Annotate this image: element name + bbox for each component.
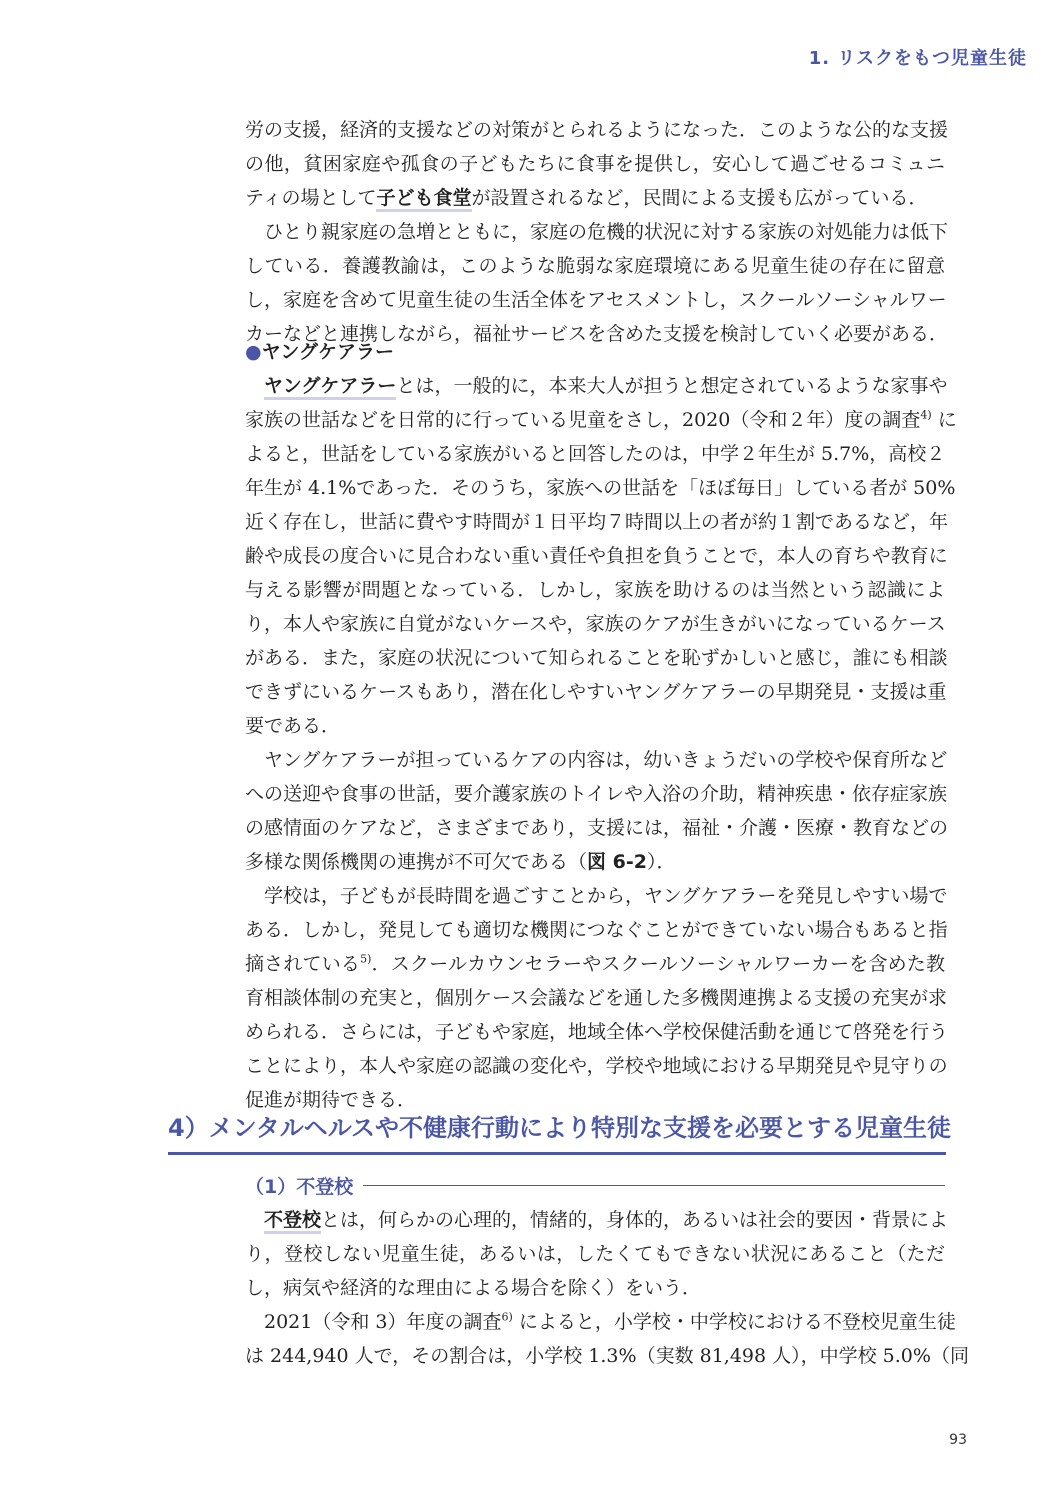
text-line — [245, 947, 945, 981]
text-line: 与える影響が問題となっている．しかし，家族を助けるのは当然という認識によ — [245, 579, 945, 601]
text-line: への送迎や食事の世話，要介護家族のトイレや入浴の介助，精神疾患・依存症家族 — [245, 783, 948, 805]
text-run: 摘されている — [245, 953, 361, 975]
reference-mark: 5) — [360, 952, 372, 966]
text-line: は 244,940 人で，その割合は，小学校 1.3%（実数 81,498 人），中学校 5.0%（同 — [245, 1345, 969, 1367]
text-line: し，家庭を含めて児童生徒の生活全体をアセスメントし，スクールソーシャルワー — [245, 289, 947, 311]
text-line — [245, 403, 957, 437]
key-term-futoko: 不登校 — [264, 1209, 321, 1234]
text-run: ティの場として — [245, 187, 377, 209]
figure-reference-link[interactable]: 図 6-2 — [587, 851, 647, 873]
text-line: められる．さらには，子どもや家庭，地域全体へ学校保健活動を通じて啓発を行う — [245, 1021, 949, 1043]
text-line: 要である． — [245, 715, 341, 737]
text-run: とは，一般的に，本来大人が担うと想定されているような家事や — [396, 375, 948, 397]
text-run: 多様な関係機関の連携が不可欠である（ — [245, 851, 588, 873]
text-line: り，本人や家族に自覚がないケースや，家族のケアが生きがいになっているケース — [245, 613, 946, 635]
text-run: 学校は，子どもが長時間を過ごすことから，ヤングケアラーを発見しやすい場で — [264, 885, 948, 907]
text-run: とは，何らかの心理的，情緒的，身体的，あるいは社会的要因・背景によ — [321, 1209, 949, 1231]
text-line — [245, 1305, 956, 1339]
text-line: の他，貧困家庭や孤食の子どもたちに食事を提供し，安心して過ごせるコミュニ — [245, 153, 945, 175]
subsection-title: （1）不登校 — [245, 1176, 354, 1198]
section-title: 4）メンタルヘルスや不健康行動により特別な支援を必要とする児童生徒 — [168, 1110, 946, 1155]
key-term-young-carer: ヤングケアラー — [264, 375, 396, 400]
running-header: 1. リスクをもつ児童生徒 — [808, 48, 1027, 69]
text-run: ヤングケアラーが担っているケアの内容は，幼いきょうだいの学校や保育所など — [264, 749, 948, 771]
reference-mark: 6) — [501, 1310, 513, 1324]
text-run: によると，小学校・中学校における不登校児童生徒 — [512, 1311, 956, 1333]
text-run: ひとり親家庭の急増とともに，家庭の危機的状況に対する家族の対処能力は低下 — [264, 221, 949, 243]
text-line: がある．また，家庭の状況について知られることを恥ずかしいと感じ，誰にも相談 — [245, 647, 948, 669]
section-4 — [168, 1110, 952, 1155]
young-carer-block — [245, 335, 957, 1117]
text-run: ．スクールカウンセラーやスクールソーシャルワーカーを含めた教 — [371, 953, 945, 975]
text-line — [245, 845, 945, 879]
bullet-icon: ● — [245, 341, 262, 363]
text-line: カーなどと連携しながら，福祉サービスを含めた支援を検討していく必要がある． — [245, 323, 949, 345]
text-run: 2021（令和 3）年度の調査 — [264, 1311, 502, 1333]
text-run: 家族の世話などを日常的に行っている児童をさし，2020（令和２年）度の調査 — [245, 409, 921, 431]
text-line: ことにより，本人や家庭の認識の変化や，学校や地域における早期発見や見守りの — [245, 1055, 948, 1077]
text-line: ある．しかし，発見しても適切な機関につなぐことができていない場合もあると指 — [245, 919, 948, 941]
reference-mark: 4) — [920, 408, 932, 422]
futoko-paragraphs — [245, 1203, 969, 1373]
page-number: 93 — [949, 1432, 967, 1448]
text-line: の感情面のケアなど，さまざまであり，支援には，福祉・介護・医療・教育などの — [245, 817, 949, 839]
text-line: り，登校しない児童生徒，あるいは，したくてもできない状況にあること（ただ — [245, 1243, 945, 1265]
text-line: よると，世話をしている家族がいると回答したのは，中学２年生が 5.7%，高校２ — [245, 443, 946, 465]
text-line: 育相談体制の充実と，個別ケース会議などを通した多機関連携よる支援の充実が求 — [245, 987, 948, 1009]
key-term-kodomo-shokudo: 子ども食堂 — [376, 187, 471, 212]
text-line: している．養護教諭は，このような脆弱な家庭環境にある児童生徒の存在に留意 — [245, 255, 945, 277]
text-run: が設置されるなど，民間による支援も広がっている． — [471, 187, 928, 209]
text-run: ）． — [646, 851, 676, 873]
text-line: 齢や成長の度合いに見合わない重い責任や負担を負うことで，本人の育ちや教育に — [245, 545, 948, 567]
heading-rule — [363, 1185, 945, 1186]
text-line — [245, 369, 948, 403]
text-line: 年生が 4.1%であった．そのうち，家族への世話を「ほぼ毎日」している者が 50% — [245, 477, 956, 499]
subsection-heading — [245, 1172, 945, 1199]
text-run: に — [931, 409, 957, 431]
text-line — [245, 879, 948, 913]
text-line: 労の支援，経済的支援などの対策がとられるようになった．このような公的な支援 — [245, 119, 949, 141]
text-line: 促進が期待できる． — [245, 1089, 417, 1111]
text-line — [245, 1203, 949, 1237]
text-line: 近く存在し，世話に費やす時間が１日平均７時間以上の者が約１割であるなど，年 — [245, 511, 949, 533]
heading-text: ヤングケアラー — [261, 341, 395, 363]
text-line — [245, 743, 948, 777]
text-line — [245, 181, 945, 215]
intro-paragraphs — [245, 113, 949, 351]
text-line: できずにいるケースもあり，潜在化しやすいヤングケアラーの早期発見・支援は重 — [245, 681, 947, 703]
text-line — [245, 215, 949, 249]
young-carer-heading — [245, 335, 945, 369]
text-line: し，病気や経済的な理由による場合を除く）をいう． — [245, 1277, 702, 1299]
